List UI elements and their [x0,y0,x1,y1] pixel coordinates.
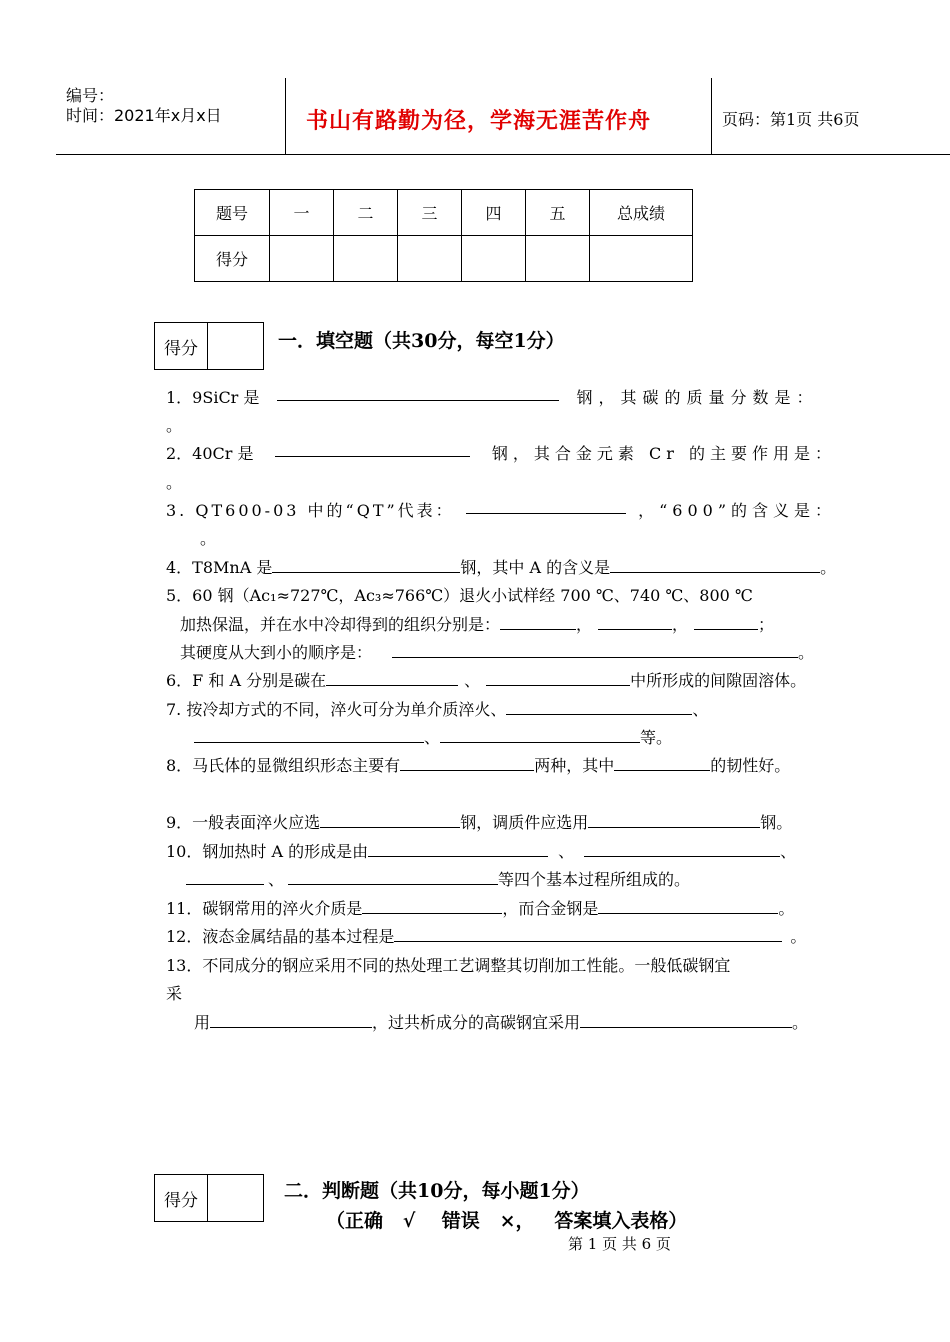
q2-text-a: 2．40Cr 是 [166,444,254,463]
score-cell[interactable] [398,236,462,282]
header-rule [56,154,950,155]
section1-title: 一．填空题（共30分，每空1分） [278,330,565,352]
header-divider-right [711,78,712,154]
score-header-cell: 一 [270,190,334,236]
score-header-cell: 题号 [195,190,270,236]
q11-blank-1[interactable] [362,898,502,914]
header-divider-left [285,78,286,154]
question-9 [166,810,792,833]
q6-text-c: 中所形成的间隙固溶体。 [630,671,807,690]
q5-blank-2[interactable] [598,614,672,630]
q5-blank-4[interactable] [392,642,798,658]
score-header-cell: 二 [334,190,398,236]
question-10-line-2 [186,867,690,890]
score-table-header-row [195,190,693,236]
q6-text-b: 、 [464,671,481,690]
score-cell[interactable] [334,236,398,282]
q3-text-a: 3. QT600-03 中的“QT”代表： [166,501,455,520]
question-13-line-2: 采 [166,984,183,1003]
time-label: 时间：2021年x月x日 [66,106,222,125]
q11-blank-2[interactable] [598,898,778,914]
section1-score-field[interactable] [208,323,263,369]
q7-text-a: 7. 按冷却方式的不同，淬火可分为单介质淬火、 [166,700,507,719]
q4-text-c: 。 [820,558,837,577]
section2-score-label: 得分 [155,1175,208,1221]
question-11 [166,896,794,919]
q5-text-e: ； [758,615,775,634]
q5-text-b: 加热保温，并在水中冷却得到的组织分别是： [180,615,501,634]
q1-text-a: 1．9SiCr 是 [166,388,260,407]
question-10-line-1 [166,839,796,862]
code-label: 编号： [66,86,115,105]
q6-blank-1[interactable] [326,670,458,686]
q13-text-d: ，过共析成分的高碳钢宜采用 [372,1013,581,1032]
q4-blank-2[interactable] [610,557,820,573]
q13-blank-2[interactable] [580,1012,792,1028]
q8-blank-1[interactable] [400,755,534,771]
q1-text-b: 钢，其碳的质量分数是： [576,388,819,407]
score-table [194,189,693,282]
q1-blank-1[interactable] [277,385,559,401]
score-header-cell: 三 [398,190,462,236]
q5-text-d: ， [672,615,689,634]
page-info: 页码：第1页 共6页 [722,110,860,129]
question-4 [166,555,836,578]
question-5-line-3 [180,640,814,663]
score-cell[interactable] [526,236,590,282]
q9-text-a: 9．一般表面淬火应选 [166,813,321,832]
q12-blank-1[interactable] [394,926,782,942]
question-12 [166,924,806,947]
q8-blank-2[interactable] [614,755,710,771]
q9-text-b: 钢，调质件应选用 [460,813,589,832]
q7-text-c: 、 [424,728,441,747]
q7-blank-3[interactable] [440,727,640,743]
q13-blank-1[interactable] [210,1012,372,1028]
question-7-line-2 [194,725,672,748]
q2-end: 。 [166,473,183,492]
question-2 [166,441,836,464]
q11-text-b: ，而合金钢是 [502,899,599,918]
q10-blank-3[interactable] [186,869,264,885]
section1-score-label: 得分 [155,323,208,369]
q2-text-b: 钢，其合金元素 Cr 的主要作用是： [491,444,836,463]
q11-text-a: 11．碳钢常用的淬火介质是 [166,899,363,918]
score-header-cell: 总成绩 [590,190,693,236]
question-8 [166,753,790,776]
question-7-line-1 [166,697,708,720]
question-6 [166,668,806,691]
q2-blank-1[interactable] [275,441,470,457]
q4-blank-1[interactable] [272,557,460,573]
q10-text-d: 、 [268,870,285,889]
q12-text-a: 12．液态金属结晶的基本过程是 [166,927,395,946]
score-row-label: 得分 [195,236,270,282]
q7-text-d: 等。 [640,728,673,747]
question-3 [166,498,836,521]
q9-blank-1[interactable] [320,812,460,828]
q13-text-c: 用 [194,1013,211,1032]
score-cell[interactable] [462,236,526,282]
q8-text-a: 8．马氏体的显微组织形态主要有 [166,756,401,775]
q5-text-c: ， [576,615,593,634]
q10-text-a: 10．钢加热时 A 的形成是由 [166,842,369,861]
q7-blank-2[interactable] [194,727,424,743]
section2-title: 二．判断题（共10分，每小题1分） [284,1180,590,1202]
q3-end: 。 [200,529,217,548]
q4-text-b: 钢，其中 A 的含义是 [460,558,611,577]
q9-text-c: 钢。 [760,813,793,832]
q9-blank-2[interactable] [588,812,760,828]
q6-blank-2[interactable] [486,670,630,686]
score-cell[interactable] [270,236,334,282]
q8-text-b: 两种，其中 [534,756,615,775]
section2-subtitle: （正确 √ 错误 ×， 答案填入表格） [326,1210,688,1232]
q10-text-c: 、 [780,842,797,861]
question-1 [166,385,836,408]
q5-blank-3[interactable] [694,614,758,630]
q10-text-e: 等四个基本过程所组成的。 [498,870,691,889]
question-13-line-3 [194,1010,808,1033]
question-13-line-1: 13．不同成分的钢应采用不同的热处理工艺调整其切削加工性能。一般低碳钢宜 [166,956,731,975]
score-header-cell: 四 [462,190,526,236]
score-table-score-row [195,236,693,282]
question-5-line-2 [180,612,774,635]
section2-score-box [154,1174,264,1222]
q6-text-a: 6．F 和 A 分别是碳在 [166,671,327,690]
q7-text-b: 、 [692,700,709,719]
q5-blank-1[interactable] [500,614,576,630]
q13-text-e: 。 [792,1013,809,1032]
q5-text-g: 。 [798,643,815,662]
q10-blank-1[interactable] [368,841,548,857]
q7-blank-1[interactable] [506,699,692,715]
q10-text-b: 、 [558,842,575,861]
question-5-line-1: 5．60 钢（Ac₁≈727℃，Ac₃≈766℃）退火小试样经 700 ℃、740 ℃、800 ℃ [166,586,753,605]
q3-blank-1[interactable] [466,498,626,514]
page-footer: 第 1 页 共 6 页 [568,1235,671,1253]
q10-blank-2[interactable] [584,841,780,857]
header-motto: 书山有路勤为径，学海无涯苦作舟 [306,108,652,134]
q12-text-b: 。 [790,927,807,946]
score-cell[interactable] [590,236,693,282]
q5-text-f: 其硬度从大到小的顺序是： [180,643,373,662]
q4-text-a: 4．T8MnA 是 [166,558,273,577]
q1-end: 。 [166,416,183,435]
q3-text-b: ，“600”的含义是： [638,501,836,520]
section2-score-field[interactable] [208,1175,263,1221]
q11-text-c: 。 [778,899,795,918]
q8-text-c: 的韧性好。 [710,756,791,775]
score-header-cell: 五 [526,190,590,236]
q10-blank-4[interactable] [288,869,498,885]
section1-score-box [154,322,264,370]
